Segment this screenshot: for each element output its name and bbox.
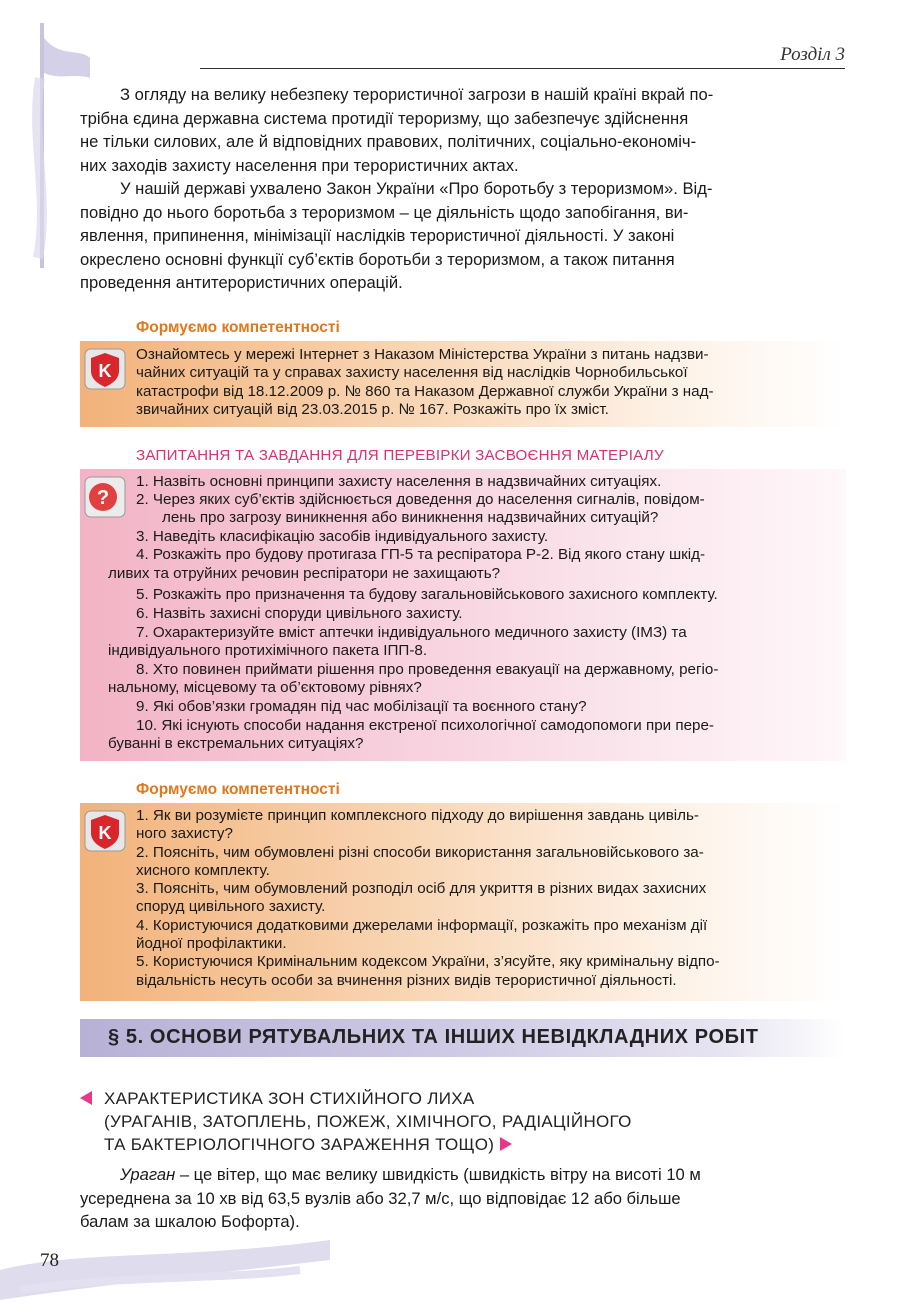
task-4: 4. Користуючися додатковими джерелами інформації, розкажіть про механізм дії йодної профілактики. — [136, 916, 708, 953]
competency-title-1: Формуємо компетентності — [136, 319, 340, 336]
triangle-right-icon — [500, 1137, 512, 1151]
task-2: 2. Поясніть, чим обумовлені різні способи використання загальновійськового за- хисного комплекту. — [136, 843, 704, 879]
section-label: Розділ 3 — [780, 44, 845, 65]
task-1: 1. Як ви розумієте принцип комплексного підходу до вирішення завдань цивіль- ного захисту? — [136, 807, 699, 843]
questions-box: ? 1. Назвіть основні принципи захисту населення в надзвичайних ситуаціях. 2. Через яких суб’єктів здійснюється доведення до населення сигналів, повідом- лень про загрозу виникнення або виникнення надзвичайних ситуацій? 3. Наведіть класифікацію засобів індивідуального захисту. 4. Розкажіть про будову протигаза ГП-5 та респіратора Р-2. Від якого стану шкід- ливих та отруйних речовин респіратори не захищають? 5. Розкажіть про призначення та будову загальновійськового захисного комплекту. 6. Назвіть захисні споруди цивільного захисту. 7. Охарактеризуйте вміст аптечки індивідуального медичного захисту (ІМЗ) та індивідуального протихімічного пакета ІПП-8. 8. Хто повинен приймати рішення про проведення евакуації на державному, регіо- нальному, місцевому та об’єктовому рівнях? 9. Які обов’язки громадян під час мобілізації та воєнного стану? 10. Які існують способи надання екстреної психологічної самодопомоги при пере- буванні в екстремальних ситуаціях? — [80, 469, 846, 761]
question-10: 10. Які існують способи надання екстреної психологічної самодопомоги при пере- — [136, 717, 714, 734]
triangle-left-icon — [80, 1091, 92, 1105]
svg-text:K: K — [98, 823, 112, 843]
question-4: 4. Розкажіть про будову протигаза ГП-5 та респіратора Р-2. Від якого стану шкід- — [136, 546, 706, 563]
question-1: 1. Назвіть основні принципи захисту населення в надзвичайних ситуаціях. — [136, 473, 662, 490]
question-8: 8. Хто повинен приймати рішення про проведення евакуації на державному, регіо- — [136, 661, 719, 678]
section-heading-band — [80, 1019, 846, 1057]
section-heading: § 5. ОСНОВИ РЯТУВАЛЬНИХ ТА ІНШИХ НЕВІДКЛАДНИХ РОБІТ — [108, 1026, 759, 1048]
competency-box-2 — [80, 803, 846, 1001]
question-5: 5. Розкажіть про призначення та будову загальновійськового захисного комплекту. — [136, 586, 718, 603]
competency-k-icon — [83, 809, 127, 853]
competency-title-2: Формуємо компетентності — [136, 781, 340, 798]
question-6: 6. Назвіть захисні споруди цивільного захисту. — [136, 605, 463, 622]
competency-k-icon — [83, 347, 127, 391]
question-2: 2. Через яких суб’єктів здійснюється доведення до населення сигналів, повідом- — [136, 491, 705, 508]
question-3: 3. Наведіть класифікацію засобів індивідуального захисту. — [136, 528, 549, 545]
task-5: 5. Користуючися Кримінальним кодексом України, з’ясуйте, яку кримінальну відпо- відальність несуть особи за вчинення різних видів терористичної діяльності. — [136, 953, 720, 989]
question-icon — [83, 475, 127, 519]
questions-title: ЗАПИТАННЯ ТА ЗАВДАННЯ ДЛЯ ПЕРЕВІРКИ ЗАСВОЄННЯ МАТЕРІАЛУ — [136, 447, 664, 464]
subheading: ХАРАКТЕРИСТИКА ЗОН СТИХІЙНОГО ЛИХА (УРАГАНІВ, ЗАТОПЛЕНЬ, ПОЖЕЖ, ХІМІЧНОГО, РАДІАЦІЙНОГО ТА БАКТЕРІОЛОГІЧНОГО ЗАРАЖЕННЯ ТОЩО) — [104, 1089, 632, 1154]
task-3: 3. Поясніть, чим обумовлений розподіл осіб для укриття в різних видах захисних споруд цивільного захисту. — [136, 880, 707, 916]
paragraph-intro: З огляду на велику небезпеку терористичної загрози в нашій країні вкрай по- трібна єдина державна система протидії тероризму, що забезпечує здійснення не тільки силових, але й відповідних правових, політичних, соціально-економіч- них заходів захисту населення при терористичних актах. У нашій державі ухвалено Закон України «Про боротьбу з тероризмом». Від- повідно до нього боротьба з тероризмом – це діяльність щодо запобігання, ви- явлення, припинення, мінімізації наслідків терористичної діяльності. У законі окреслено основні функції суб’єктів боротьби з тероризмом, а також питання проведення антитерористичних операцій. — [80, 85, 714, 292]
paragraph-hurricane: Ураган – це вітер, що має велику швидкість (швидкість вітру на висоті 10 м усереднена за 10 хв від 63,5 вузлів або 32,7 м/с, що відповідає 12 або більше балам за шкалою Бофорта). — [80, 1165, 701, 1231]
page-number: 78 — [40, 1250, 59, 1271]
brush-decoration — [0, 1230, 330, 1314]
svg-text:K: K — [98, 361, 112, 381]
question-9: 9. Які обов’язки громадян під час мобілізації та воєнного стану? — [136, 698, 587, 715]
header-rule — [200, 68, 845, 69]
competency-box-1: K Ознайомтесь у мережі Інтернет з Наказом Міністерства України з питань надзви- чайних ситуацій та у справах захисту населення від наслідків Чорнобильської катастрофи від 18.12.2009 р. № 860 та Наказом Державної служби України з над- звичайних ситуацій від 23.03.2015 р. № 167. Розкажіть про їх зміст. — [80, 341, 846, 427]
svg-text:?: ? — [96, 487, 110, 509]
question-7: 7. Охарактеризуйте вміст аптечки індивідуального медичного захисту (ІМЗ) та — [136, 624, 687, 641]
